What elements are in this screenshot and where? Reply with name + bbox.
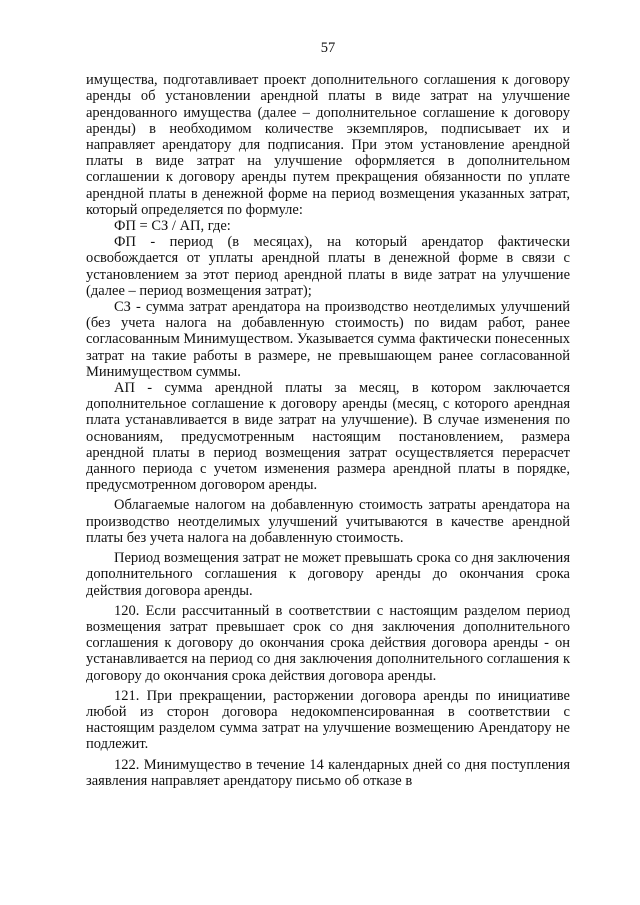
paragraph-sz-definition: СЗ - сумма затрат арендатора на производство неотделимых улучшений (без учета налога на добавленную стоимость) по видам работ, ранее согласованным Минимуществом. Указывается сумма фактически понесенных затрат на такие работы в размере, не превышающем ранее согласованной Минимуществом суммы. — [86, 299, 570, 380]
paragraph-clause-122: 122. Минимущество в течение 14 календарных дней со дня поступления заявления направляет арендатору письмо об отказе в — [86, 756, 570, 789]
page-number: 57 — [320, 40, 336, 56]
paragraph-ap-definition: АП - сумма арендной платы за месяц, в котором заключается дополнительное соглашение к договору аренды (месяц, с которого арендная плата устанавливается в виде затрат на улучшение). В случае изменения по основаниям, предусмотренным настоящим постановлением, размера арендной платы в период возмещения затрат осуществляется перерасчет данного периода с учетом изменения размера арендной платы в порядке, предусмотренном договором аренды. — [86, 380, 570, 494]
paragraph-period-limit: Период возмещения затрат не может превышать срока со дня заключения дополнительного соглашения к договору аренды до окончания срока действия договора аренды. — [86, 550, 570, 599]
paragraph-vat-note: Облагаемые налогом на добавленную стоимость затраты арендатора на производство неотделимых улучшений учитываются в качестве арендной платы без учета налога на добавленную стоимость. — [86, 497, 570, 546]
formula-line: ФП = СЗ / АП, где: — [114, 218, 231, 235]
paragraph-fp-definition: ФП - период (в месяцах), на который арендатор фактически освобождается от уплаты арендной платы в денежной форме в связи с установлением за этот период арендной платы в виде затрат на улучшение (далее – период возмещения затрат); — [86, 234, 570, 299]
paragraph-continuation: имущества, подготавливает проект дополнительного соглашения к договору аренды об установлении арендной платы в виде затрат на улучшение арендованного имущества (далее – дополнительное соглашение к договору аренды) в необходимом количестве экземпляров, подписывает их и направляет арендатору для подписания. При этом установление арендной платы в виде затрат на улучшение оформляется в дополнительном соглашении к договору аренды путем прекращения обязанности по уплате арендной платы в денежной форме на период возмещения указанных затрат, который определяется по формуле: — [86, 72, 570, 218]
paragraph-clause-121: 121. При прекращении, расторжении договора аренды по инициативе любой из сторон договора недокомпенсированная в соответствии с настоящим разделом сумма затрат на улучшение возмещению Арендатору не подлежит. — [86, 687, 570, 753]
paragraph-clause-120: 120. Если рассчитанный в соответствии с настоящим разделом период возмещения затрат превышает срок со дня заключения дополнительного соглашения к договору до окончания срока действия договора аренды - он устанавливается на период со дня заключения дополнительного соглашения к договору до окончания срока действия договора аренды. — [86, 602, 570, 684]
